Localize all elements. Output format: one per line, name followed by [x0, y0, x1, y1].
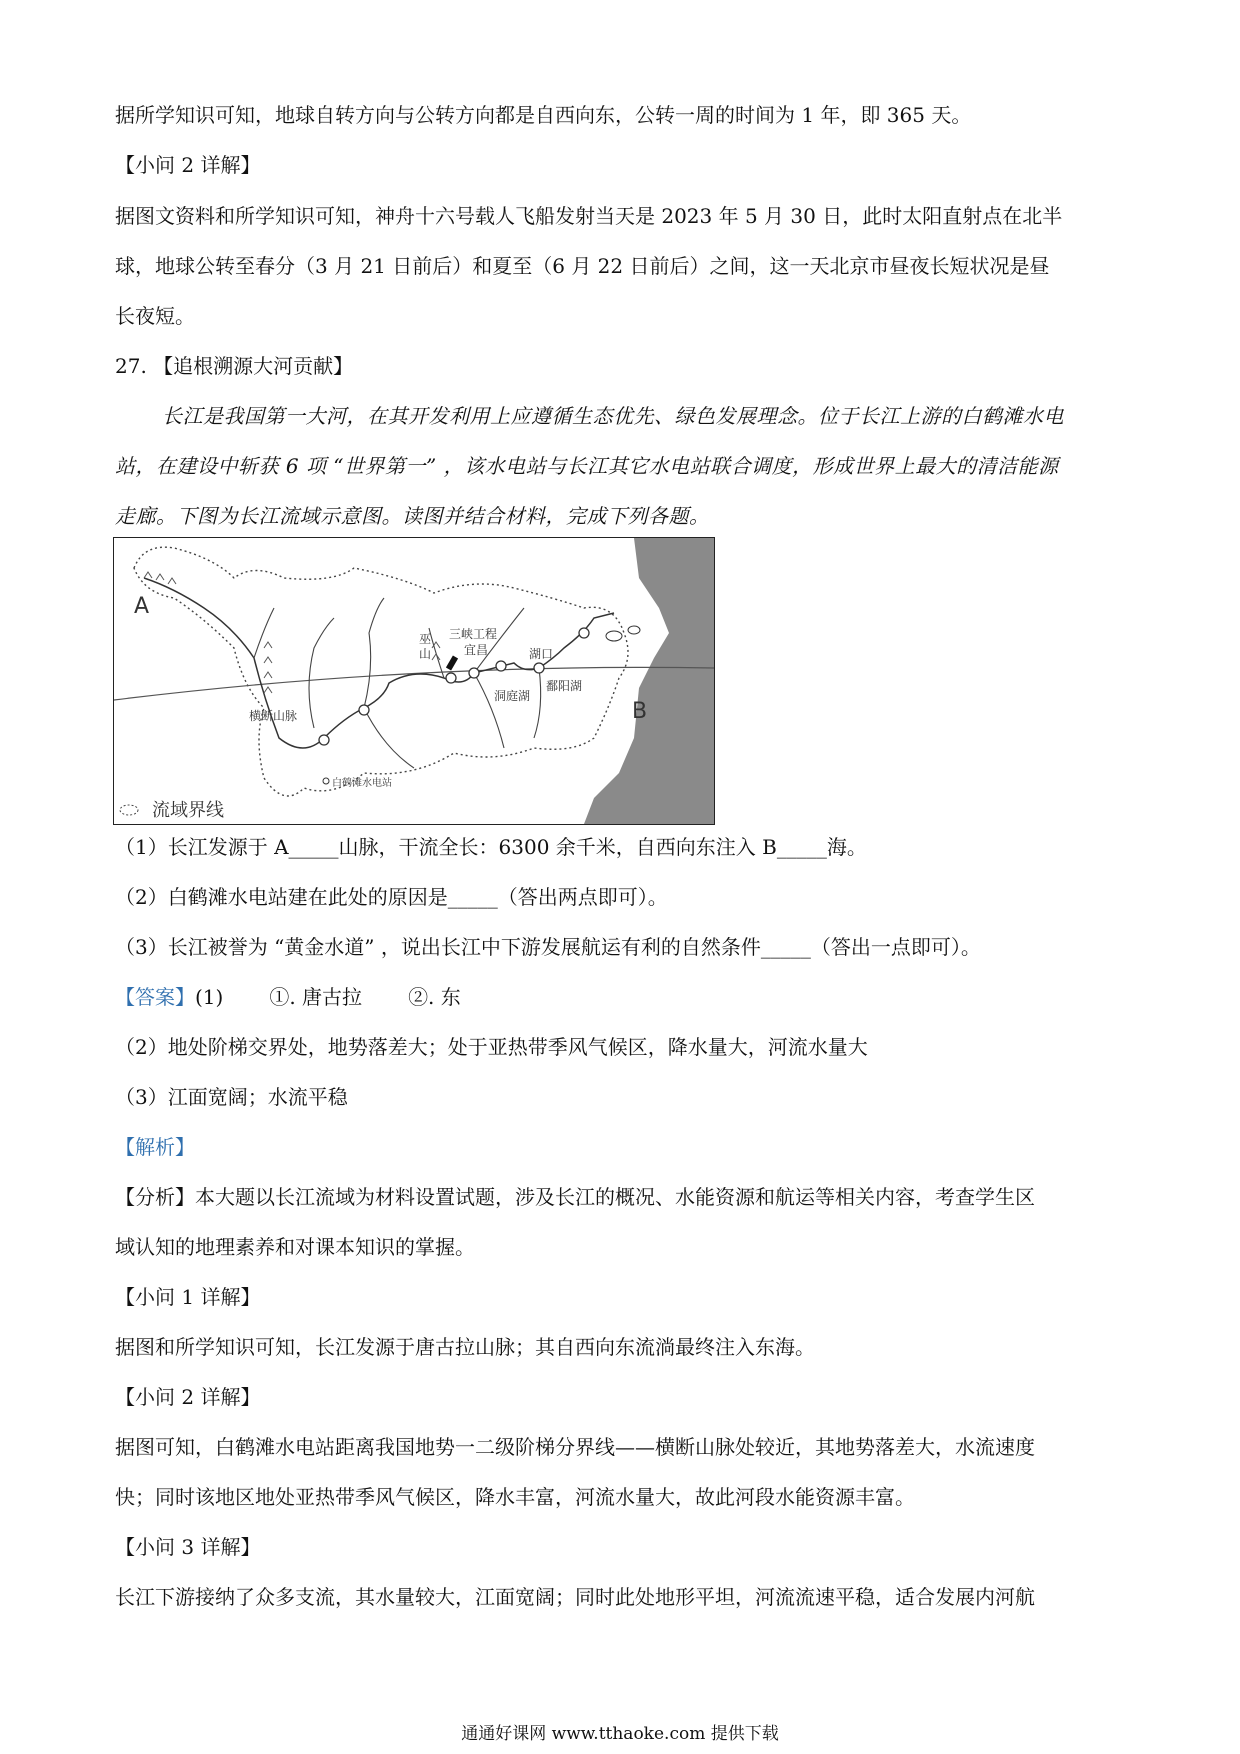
tributary — [534, 668, 541, 738]
explanation-text: 快；同时该地区地处亚热带季风气候区，降水丰富，河流水量大，故此河段水能资源丰富。 — [115, 1485, 915, 1509]
material-text: 走廊。下图为长江流域示意图。读图并结合材料，完成下列各题。 — [115, 504, 710, 528]
material-text: 长江是我国第一大河，在其开发利用上应遵循生态优先、绿色发展理念。位于长江上游的白鹤滩水电 — [162, 404, 1064, 428]
city-node — [319, 735, 329, 745]
question-27-title: 27. 【追根溯源大河贡献】 — [115, 354, 354, 378]
dam-marker — [446, 655, 458, 670]
baihetan-symbol — [323, 778, 329, 784]
answer-3: （3）江面宽阔；水流平稳 — [115, 1085, 348, 1109]
lake — [628, 626, 640, 634]
yangtze-basin-map — [113, 537, 715, 825]
tributary — [474, 673, 504, 748]
answer-1-a: ①. 唐古拉 — [269, 985, 363, 1009]
sub-question-3: （3）长江被誉为 “黄金水道” ，说出长江中下游发展航运有利的自然条件_____（答出一点即可）。 — [115, 935, 981, 959]
answer-label: 【答案】 — [115, 985, 195, 1009]
city-node — [359, 705, 369, 715]
label-wushan-1: 巫 — [419, 632, 432, 646]
basin-boundary — [134, 547, 628, 796]
tributary — [364, 708, 414, 768]
analysis-text: 域认知的地理素养和对课本知识的掌握。 — [115, 1235, 475, 1259]
tributary — [254, 608, 274, 658]
label-yichang: 宜昌 — [464, 643, 489, 657]
sub-question-heading: 【小问 2 详解】 — [115, 1385, 261, 1409]
analysis-label: 【解析】 — [115, 1135, 195, 1159]
text-line: 球，地球公转至春分（3 月 21 日前后）和夏至（6 月 22 日前后）之间，这一天北京市昼夜长短状况是昼 — [115, 254, 1050, 278]
city-node — [496, 661, 506, 671]
material-text: 站，在建设中斩获 6 项 “世界第一” ，该水电站与长江其它水电站联合调度，形成世界上最大的清洁能源 — [115, 454, 1059, 478]
city-node — [579, 628, 589, 638]
yangtze-main-river — [144, 578, 614, 748]
answer-1-b: ②. 东 — [408, 985, 461, 1009]
label-baihetan: 白鹤滩水电站 — [332, 778, 392, 789]
text-line: 据图文资料和所学知识可知，神舟十六号载人飞船发射当天是 2023 年 5 月 30 日，此时太阳直射点在北半 — [115, 204, 1063, 228]
label-b: B — [632, 699, 648, 724]
answer-line-1 — [115, 983, 461, 1011]
label-poyang: 鄱阳湖 — [546, 679, 583, 693]
sub-question-2: （2）白鹤滩水电站建在此处的原因是_____（答出两点即可）。 — [115, 885, 668, 909]
answer-1-number: (1) — [195, 985, 224, 1009]
lake — [606, 631, 622, 641]
sea-area — [584, 538, 714, 824]
label-dongting: 洞庭湖 — [494, 689, 531, 703]
page-footer[interactable]: 通通好课网 www.tthaoke.com 提供下载 — [461, 1724, 779, 1744]
label-sanxia: 三峡工程 — [449, 627, 498, 641]
latitude-line — [114, 667, 714, 700]
tributary — [309, 618, 334, 728]
answer-2: （2）地处阶梯交界处，地势落差大；处于亚热带季风气候区，降水量大，河流水量大 — [115, 1035, 868, 1059]
explanation-text: 据图可知，白鹤滩水电站距离我国地势一二级阶梯分界线——横断山脉处较近，其地势落差大，水流速度 — [115, 1435, 1035, 1459]
label-wushan-2: 山 — [419, 647, 432, 661]
legend-label: 流域界线 — [152, 800, 224, 821]
label-hukou: 湖口 — [529, 647, 554, 661]
city-node — [469, 668, 479, 678]
text-line: 长夜短。 — [115, 304, 195, 328]
sub-question-heading: 【小问 1 详解】 — [115, 1285, 261, 1309]
explanation-text: 据图和所学知识可知，长江发源于唐古拉山脉；其自西向东流淌最终注入东海。 — [115, 1335, 815, 1359]
analysis-text: 【分析】本大题以长江流域为材料设置试题，涉及长江的概况、水能资源和航运等相关内容，考查学生区 — [115, 1185, 1035, 1209]
sub-question-heading: 【小问 2 详解】 — [115, 153, 261, 177]
sub-question-heading: 【小问 3 详解】 — [115, 1535, 261, 1559]
city-node — [534, 663, 544, 673]
legend-boundary-symbol — [120, 805, 138, 815]
sub-question-1: （1）长江发源于 A_____山脉，干流全长：6300 余千米，自西向东注入 B_____海。 — [115, 835, 867, 859]
tributary — [364, 598, 384, 708]
label-hengduan: 横断山脉 — [249, 709, 298, 723]
tributary — [429, 628, 444, 678]
explanation-text: 长江下游接纳了众多支流，其水量较大，江面宽阔；同时此处地形平坦，河流流速平稳，适合发展内河航 — [115, 1585, 1035, 1609]
label-a: A — [134, 594, 150, 619]
text-line: 据所学知识可知，地球自转方向与公转方向都是自西向东，公转一周的时间为 1 年，即 365 天。 — [115, 103, 972, 127]
city-node — [446, 673, 456, 683]
